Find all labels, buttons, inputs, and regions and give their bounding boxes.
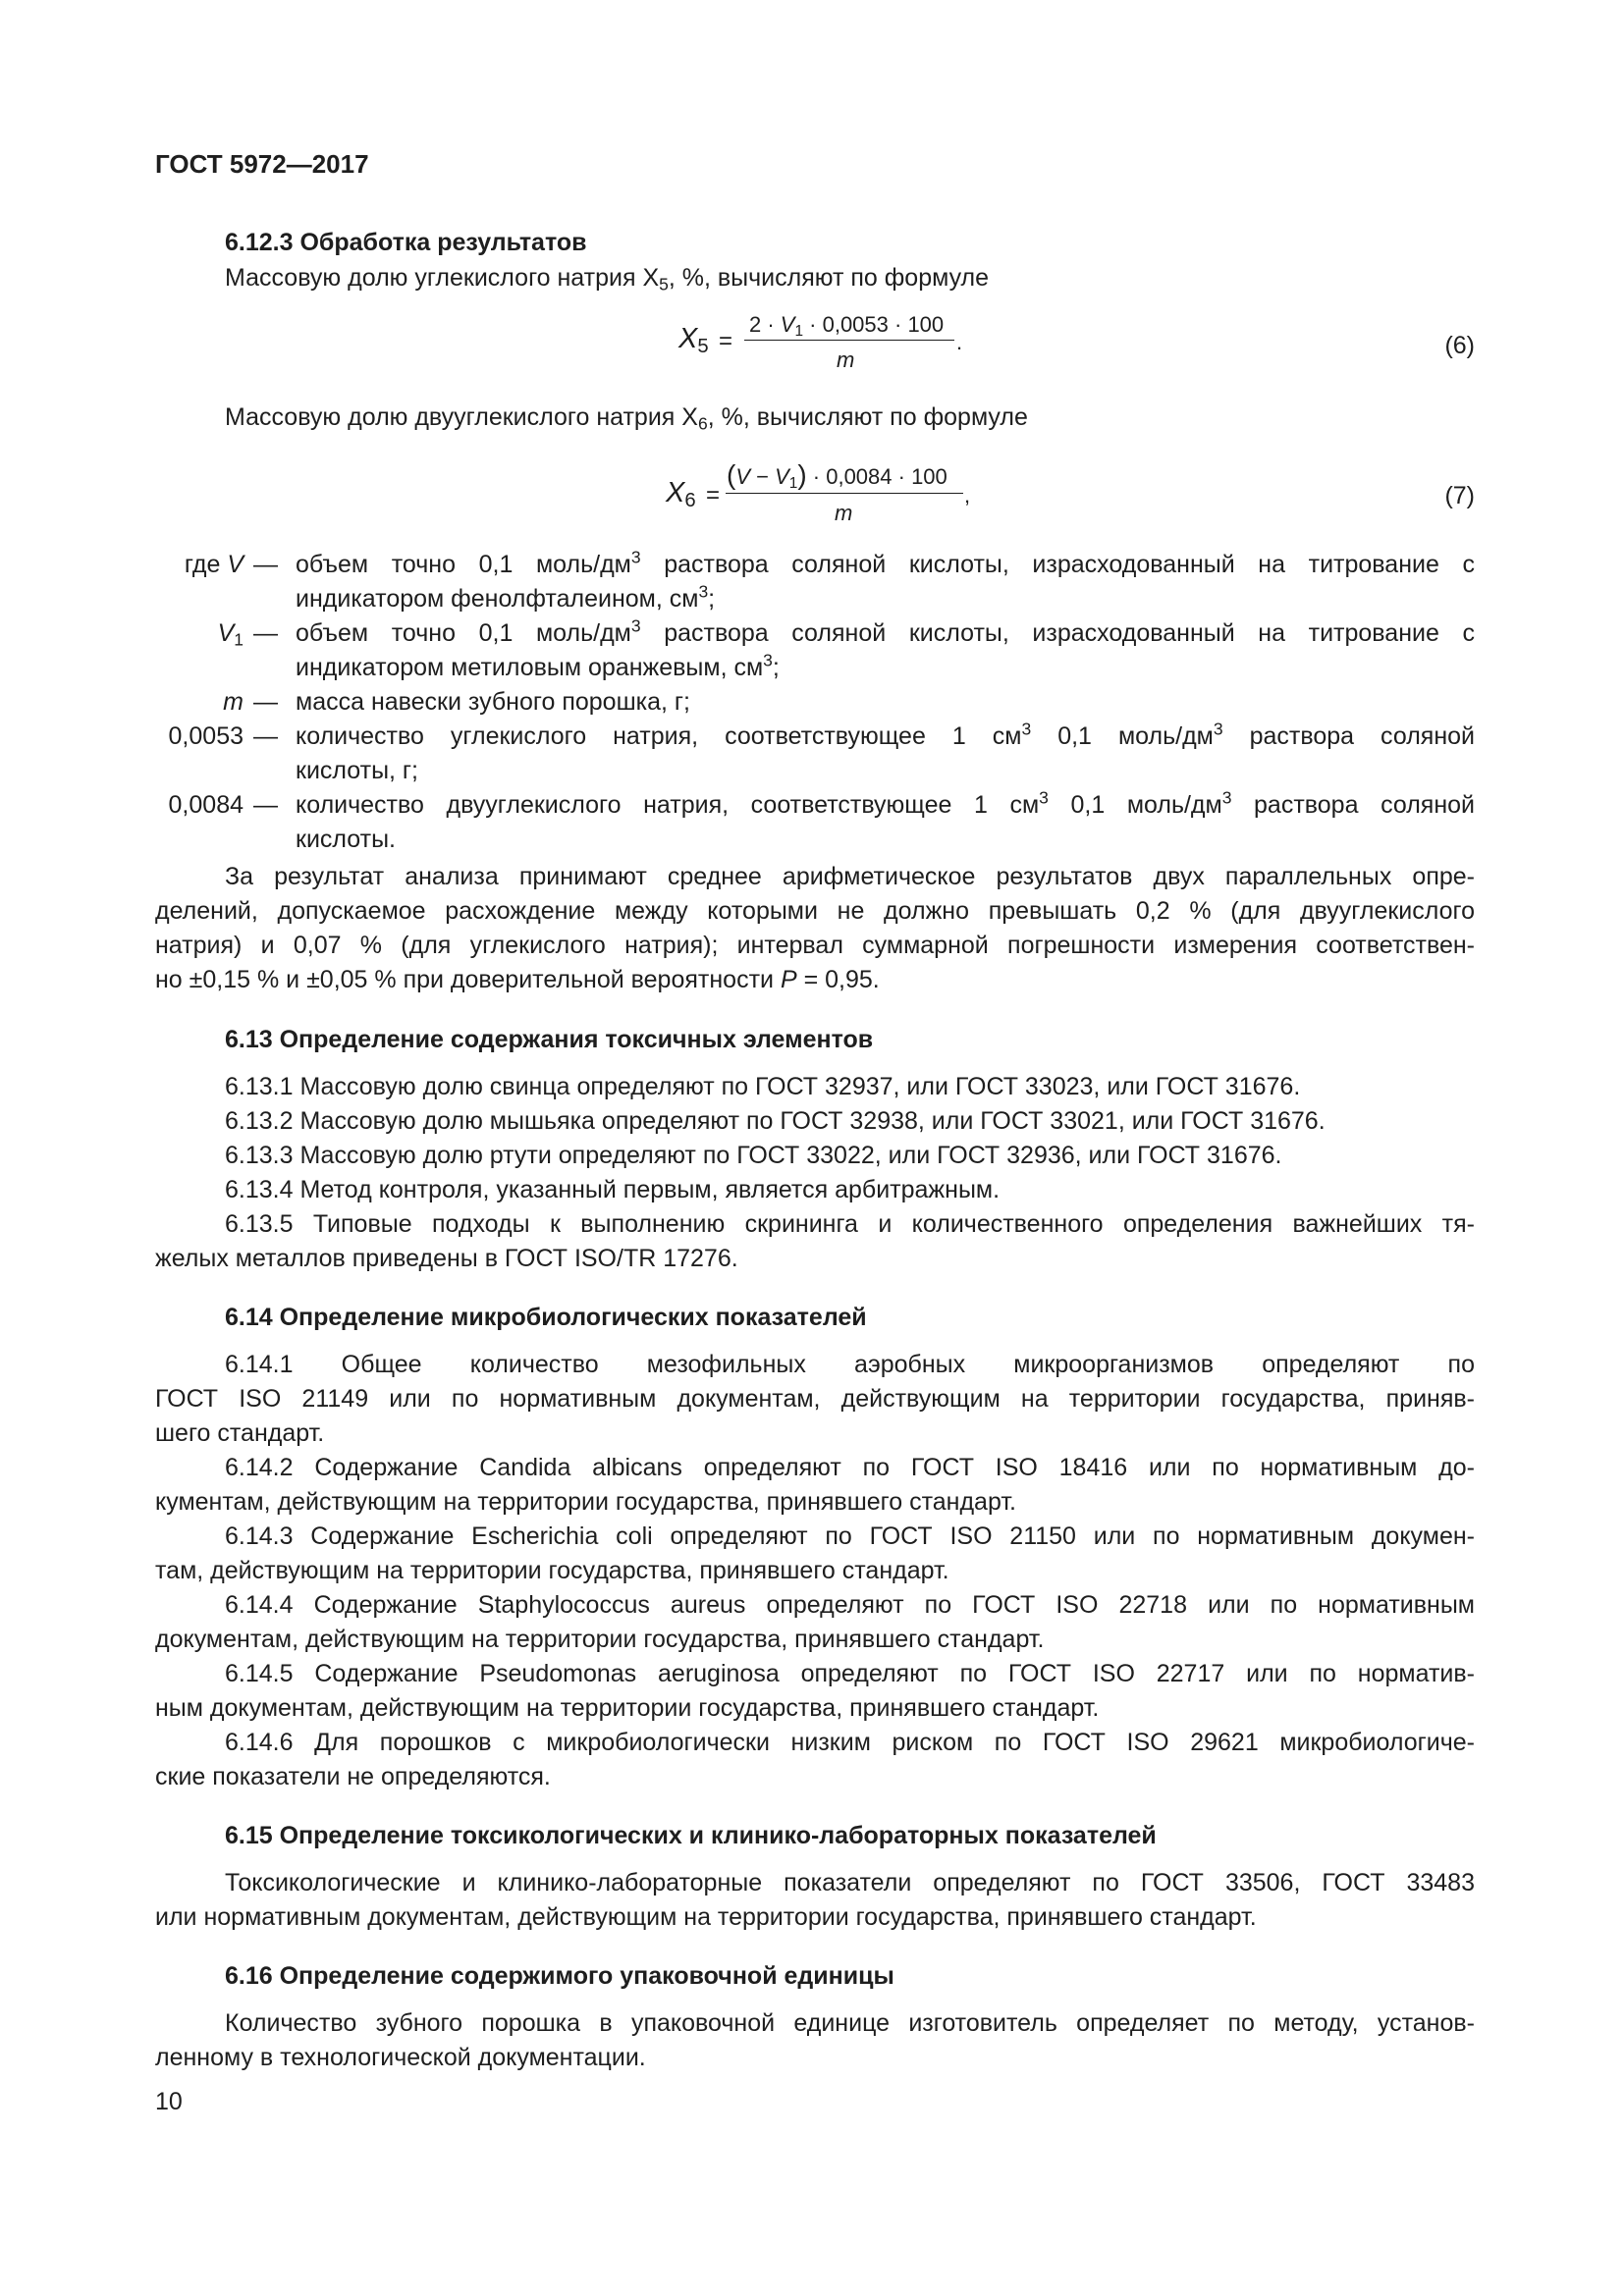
formula-7-end: ,	[964, 483, 971, 507]
paragraph-6-13-1: 6.13.1 Массовую долю свинца определяют по ГОСТ 32937, или ГОСТ 33023, или ГОСТ 31676.	[225, 1073, 1301, 1100]
formula-6-equals: =	[719, 328, 733, 354]
paragraph-6-14-1-line1: 6.14.1 Общее количество мезофильных аэробных микроорганизмов определяют по	[225, 1351, 1475, 1378]
legend-dash: —	[253, 722, 278, 750]
paragraph-6-14-6-line2: ские показатели не определяются.	[155, 1763, 551, 1790]
section-title-6-16: 6.16 Определение содержимого упаковочной единицы	[225, 1962, 894, 1990]
formula-7-lhs: $X_6$	[666, 477, 696, 512]
legend-dash: —	[253, 619, 278, 647]
formula-7-denominator: m	[835, 501, 853, 525]
formula-6-fraction-bar	[744, 340, 954, 341]
legend-desc-m: масса навески зубного порошка, г;	[296, 688, 690, 716]
result-line-4: но ±0,15 % и ±0,05 % при доверительной вероятности P = 0,95.	[155, 966, 880, 993]
formula-7-equals: =	[706, 482, 721, 508]
paragraph-6-14-4-line1: 6.14.4 Содержание Staphylococcus aureus определяют по ГОСТ ISO 22718 или по нормативным	[225, 1591, 1475, 1619]
legend-dash: —	[253, 791, 278, 819]
section-title-6-12-3: 6.12.3 Обработка результатов	[225, 229, 587, 256]
legend-term-m: m	[223, 688, 244, 716]
section-title-6-14: 6.14 Определение микробиологических показателей	[225, 1304, 867, 1331]
legend-desc-0-0053-line2: кислоты, г;	[296, 757, 418, 784]
paragraph-6-14-6-line1: 6.14.6 Для порошков с микробиологически низким риском по ГОСТ ISO 29621 микробиологиче-	[225, 1729, 1475, 1756]
legend-term-v: где V	[184, 551, 244, 578]
legend-desc-v1-line1: объем точно 0,1 моль/$дм^3$ раствора соляной кислоты, израсходованный на титрование с	[296, 615, 1475, 647]
legend-desc-0-0053-line1: количество углекислого натрия, соответствующее 1 $см^3$ 0,1 моль/$дм^3$ раствора соляной	[296, 719, 1475, 750]
legend-dash: —	[253, 551, 278, 578]
document-id-header: ГОСТ 5972—2017	[155, 149, 369, 179]
formula-6-end: .	[956, 330, 963, 354]
formula-6-lhs: $X_5$	[678, 323, 709, 358]
paragraph-6-16-line2: ленному в технологической документации.	[155, 2044, 646, 2071]
formula-7-intro: Массовую долю двууглекислого натрия $X_6$, %, вычисляют по формуле	[225, 403, 1028, 434]
legend-term-0-0084: 0,0084	[168, 791, 244, 819]
formula-6-numerator: $2 \cdot V_1 \cdot 0,0053 \cdot 100$	[749, 312, 945, 340]
formula-7-numerator: $(V - V_1) \cdot 0,0084 \cdot 100$	[727, 459, 947, 492]
paragraph-6-13-4: 6.13.4 Метод контроля, указанный первым, является арбитражным.	[225, 1176, 1001, 1203]
formula-6-number: (6)	[1444, 332, 1475, 359]
legend-desc-v-line2: индикатором фенолфталеином, $см^3$;	[296, 581, 716, 613]
result-line-2: делений, допускаемое расхождение между которыми не должно превышать 0,2 % (для двууглекислого	[155, 897, 1475, 925]
formula-6-denominator: m	[837, 347, 855, 372]
paragraph-6-14-3-line2: там, действующим на территории государства, принявшего стандарт.	[155, 1557, 949, 1584]
paragraph-6-13-5-line1: 6.13.5 Типовые подходы к выполнению скрининга и количественного определения важнейших тя-	[225, 1210, 1475, 1238]
paragraph-6-14-1-line2: ГОСТ ISO 21149 или по нормативным документам, действующим на территории государства, приняв-	[155, 1385, 1475, 1413]
paragraph-6-14-4-line2: документам, действующим на территории государства, принявшего стандарт.	[155, 1626, 1045, 1653]
paragraph-6-14-2-line1: 6.14.2 Содержание Candida albicans определяют по ГОСТ ISO 18416 или по нормативным до-	[225, 1454, 1475, 1481]
formula-6-intro: Массовую долю углекислого натрия $X_5$, %, вычисляют по формуле	[225, 264, 990, 294]
legend-term-v1: $V_1$	[217, 619, 244, 650]
formula-7-number: (7)	[1444, 482, 1475, 509]
paragraph-6-13-2: 6.13.2 Массовую долю мышьяка определяют по ГОСТ 32938, или ГОСТ 33021, или ГОСТ 31676.	[225, 1107, 1326, 1135]
legend-desc-v1-line2: индикатором метиловым оранжевым, $см^3$;	[296, 650, 780, 681]
paragraph-6-16-line1: Количество зубного порошка в упаковочной единице изготовитель определяет по методу, установ-	[225, 2009, 1475, 2037]
page-number: 10	[155, 2088, 183, 2115]
section-title-6-13: 6.13 Определение содержания токсичных элементов	[225, 1026, 874, 1053]
paragraph-6-15-line1: Токсикологические и клинико-лабораторные показатели определяют по ГОСТ 33506, ГОСТ 33483	[225, 1869, 1475, 1896]
section-title-6-15: 6.15 Определение токсикологических и клинико-лабораторных показателей	[225, 1822, 1157, 1849]
paragraph-6-14-2-line2: кументам, действующим на территории государства, принявшего стандарт.	[155, 1488, 1016, 1516]
result-line-3: натрия) и 0,07 % (для углекислого натрия); интервал суммарной погрешности измерения соответствен-	[155, 932, 1475, 959]
paragraph-6-15-line2: или нормативным документам, действующим на территории государства, принявшего стандарт.	[155, 1903, 1257, 1931]
paragraph-6-14-5-line2: ным документам, действующим на территории государства, принявшего стандарт.	[155, 1694, 1100, 1722]
legend-term-0-0053: 0,0053	[168, 722, 244, 750]
legend-desc-0-0084-line2: кислоты.	[296, 826, 396, 853]
result-line-1: За результат анализа принимают среднее арифметическое результатов двух параллельных опре-	[225, 863, 1475, 890]
formula-7-fraction-bar	[726, 493, 963, 494]
legend-dash: —	[253, 688, 278, 716]
paragraph-6-13-5-line2: желых металлов приведены в ГОСТ ISO/TR 17276.	[155, 1245, 738, 1272]
legend-desc-v-line1: объем точно 0,1 моль/$дм^3$ раствора соляной кислоты, израсходованный на титрование с	[296, 547, 1475, 578]
paragraph-6-14-3-line1: 6.14.3 Содержание Escherichia coli определяют по ГОСТ ISO 21150 или по нормативным докумен-	[225, 1522, 1475, 1550]
paragraph-6-14-5-line1: 6.14.5 Содержание Pseudomonas aeruginosa определяют по ГОСТ ISO 22717 или по норматив-	[225, 1660, 1475, 1687]
paragraph-6-14-1-line3: шего стандарт.	[155, 1419, 325, 1447]
paragraph-6-13-3: 6.13.3 Массовую долю ртути определяют по ГОСТ 33022, или ГОСТ 32936, или ГОСТ 31676.	[225, 1142, 1282, 1169]
legend-desc-0-0084-line1: количество двууглекислого натрия, соответствующее 1 $см^3$ 0,1 моль/$дм^3$ раствора соляной	[296, 787, 1476, 819]
